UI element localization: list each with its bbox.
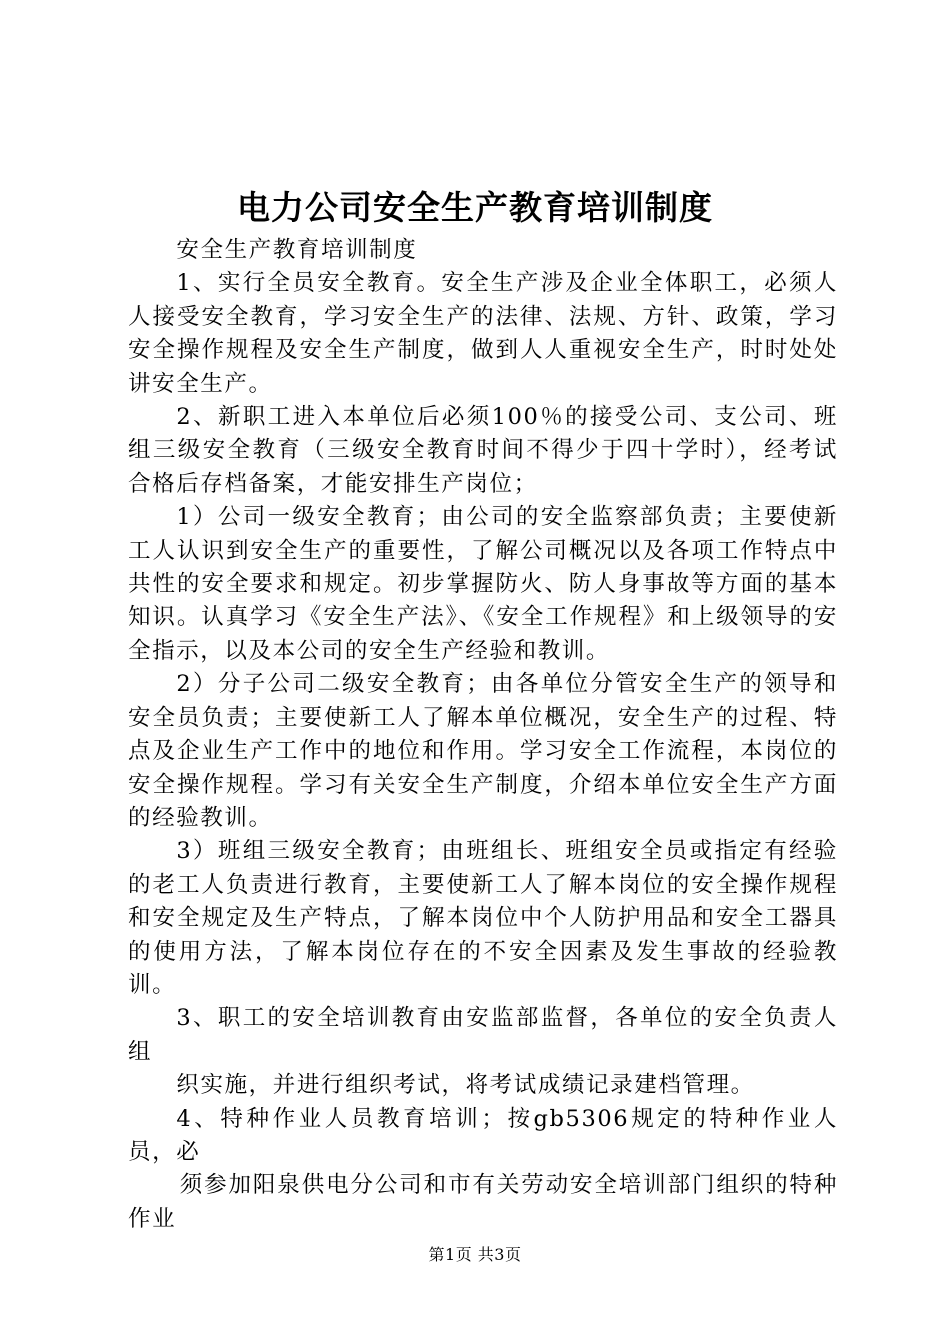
document-title: 电力公司安全生产教育培训制度	[237, 188, 713, 227]
paragraph-item-2: 2、新职工进入本单位后必须100％的接受公司、支公司、班组三级安全教育（三级安全教育时间不得少于四十学时），经考试合格后存档备案，才能安排生产岗位；	[128, 404, 838, 497]
paragraph-heading: 安全生产教育培训制度	[176, 237, 418, 263]
paragraph-item-4-continued: 须参加阳泉供电分公司和市有关劳动安全培训部门组织的特种作业	[128, 1172, 838, 1232]
paragraph-item-1: 1、实行全员安全教育。安全生产涉及企业全体职工，必须人人接受安全教育，学习安全生产的法律、法规、方针、政策，学习安全操作规程及安全生产制度，做到人人重视安全生产，时时处处讲安全生产。	[128, 270, 838, 397]
paragraph-item-3: 3、职工的安全培训教育由安监部监督，各单位的安全负责人组	[128, 1005, 838, 1065]
page-footer: 第1页 共3页	[428, 1245, 522, 1264]
paragraph-item-3-continued: 织实施，并进行组织考试，将考试成绩记录建档管理。	[176, 1072, 755, 1099]
paragraph-subitem-1: 1）公司一级安全教育；由公司的安全监察部负责；主要使新工人认识到安全生产的重要性，了解公司概况以及各项工作特点中共性的安全要求和规定。初步掌握防火、防人身事故等方面的基本知识。认真学习《安全生产法》、《安全工作规程》和上级领导的安全指示，以及本公司的安全生产经验和教训。	[128, 504, 838, 664]
document-body	[128, 234, 838, 1236]
paragraph-subitem-3: 3）班组三级安全教育；由班组长、班组安全员或指定有经验的老工人负责进行教育，主要使新工人了解本岗位的安全操作规程和安全规定及生产特点，了解本岗位中个人防护用品和安全工器具的使用方法，了解本岗位存在的不安全因素及发生事故的经验教训。	[128, 838, 838, 998]
paragraph-subitem-2: 2）分子公司二级安全教育；由各单位分管安全生产的领导和安全员负责；主要使新工人了解本单位概况，安全生产的过程、特点及企业生产工作中的地位和作用。学习安全工作流程，本岗位的安全操作规程。学习有关安全生产制度，介绍本单位安全生产方面的经验教训。	[128, 671, 838, 831]
paragraph-item-4: 4、特种作业人员教育培训；按gb5306规定的特种作业人员，必	[128, 1105, 838, 1165]
